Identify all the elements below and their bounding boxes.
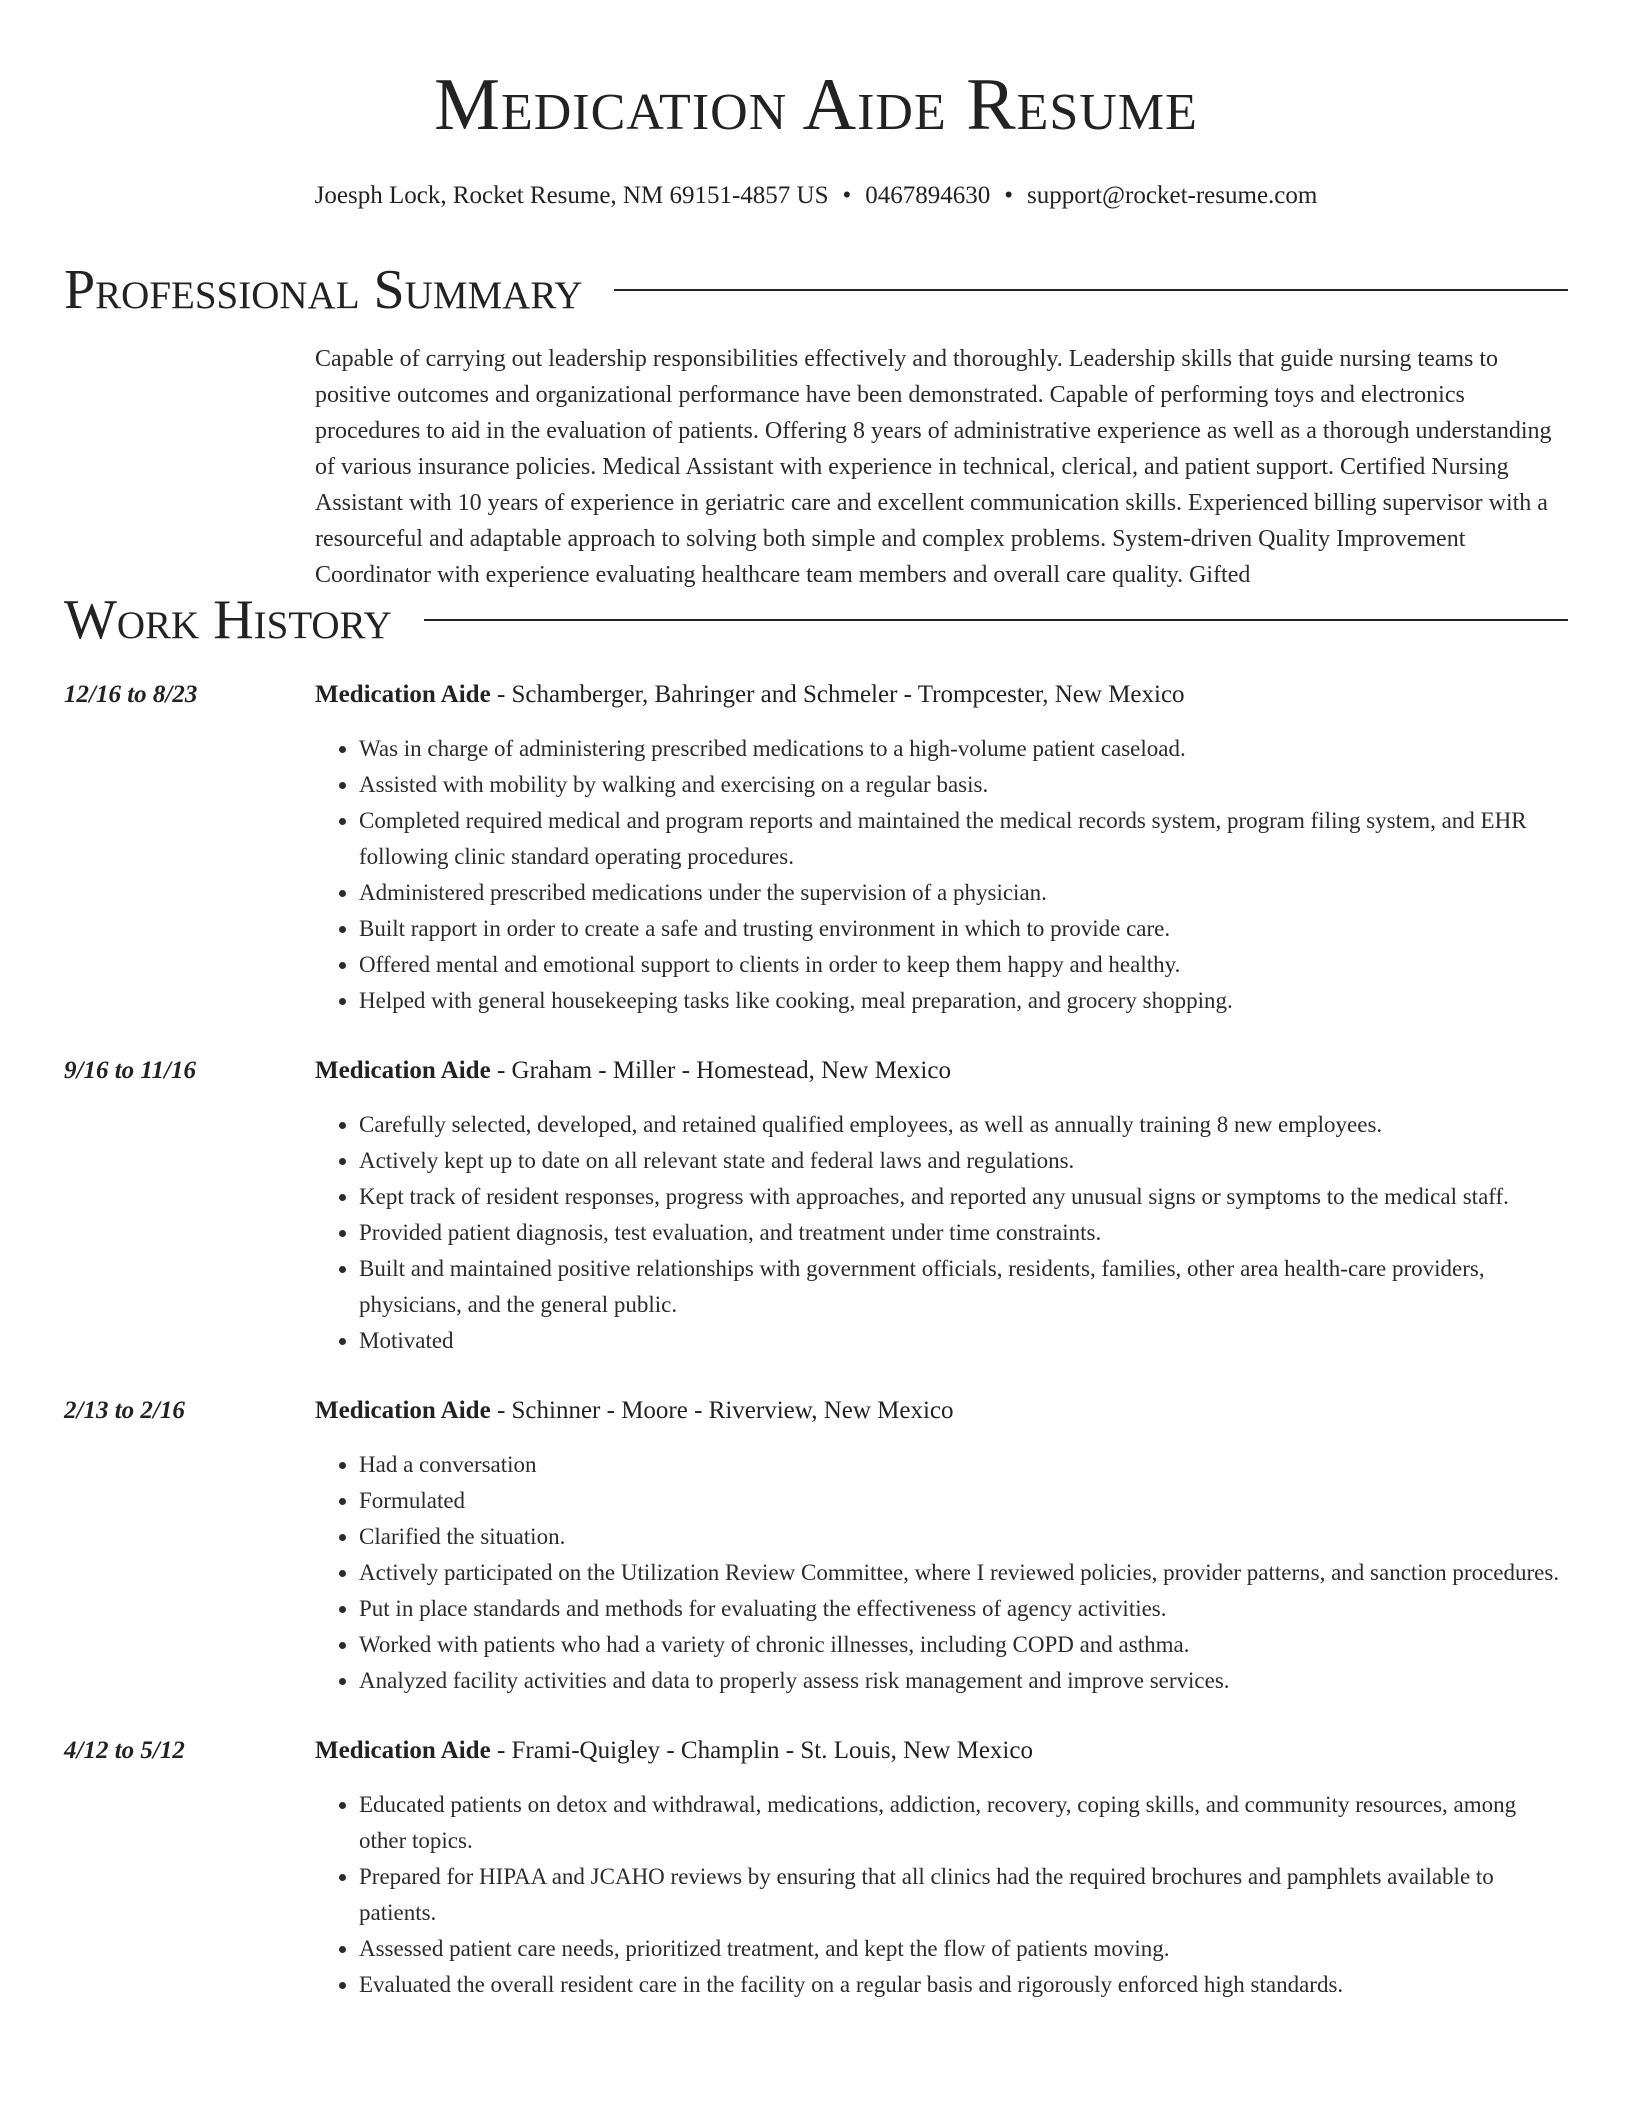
job-employer: - Frami-Quigley - Champlin - St. Louis, New Mexico — [490, 1737, 1033, 1764]
job-bullet: • Put in place standards and methods for evaluating the effectiveness of agency activities. — [359, 1591, 1568, 1627]
work-heading: Work History — [64, 589, 392, 651]
job-entry — [64, 1053, 1568, 1359]
job-list — [64, 677, 1568, 2003]
job-dates: 4/12 to 5/12 — [64, 1737, 185, 1764]
job-bullet: • Motivated — [359, 1323, 1568, 1359]
job-body — [315, 1053, 1568, 1359]
contact-address: Joesph Lock, Rocket Resume, NM 69151-4857 US — [314, 182, 829, 209]
job-bullets — [315, 731, 1568, 1019]
job-role: Medication Aide — [315, 1737, 491, 1764]
job-body — [315, 677, 1568, 1019]
job-body — [315, 1733, 1568, 2003]
job-employer: - Schinner - Moore - Riverview, New Mexico — [490, 1397, 954, 1424]
job-bullet: • Administered prescribed medications under the supervision of a physician. — [359, 875, 1568, 911]
job-entry — [64, 677, 1568, 1019]
job-title-line — [315, 677, 1568, 713]
job-entry — [64, 1733, 1568, 2003]
job-bullet: • Completed required medical and program reports and maintained the medical records system, program filing system, and EHR following clinic standard operating procedures. — [359, 803, 1568, 875]
job-bullets — [315, 1107, 1568, 1359]
job-bullet: • Offered mental and emotional support to clients in order to keep them happy and healthy. — [359, 947, 1568, 983]
job-bullets — [315, 1447, 1568, 1699]
section-divider — [424, 619, 1568, 621]
job-bullet: • Assessed patient care needs, prioritized treatment, and kept the flow of patients moving. — [359, 1931, 1568, 1967]
job-bullet: • Worked with patients who had a variety of chronic illnesses, including COPD and asthma. — [359, 1627, 1568, 1663]
job-bullet: • Kept track of resident responses, progress with approaches, and reported any unusual signs or symptoms to the medical staff. — [359, 1179, 1568, 1215]
contact-line — [64, 180, 1568, 212]
resume-title: Medication Aide Resume — [434, 64, 1198, 146]
job-role: Medication Aide — [315, 1397, 491, 1424]
job-bullet: • Educated patients on detox and withdrawal, medications, addiction, recovery, coping skills, and community resources, among other topics. — [359, 1787, 1568, 1859]
job-title-line — [315, 1733, 1568, 1769]
job-bullet: • Evaluated the overall resident care in the facility on a regular basis and rigorously enforced high standards. — [359, 1967, 1568, 2003]
job-bullet: • Helped with general housekeeping tasks like cooking, meal preparation, and grocery shopping. — [359, 983, 1568, 1019]
job-bullet: • Had a conversation — [359, 1447, 1568, 1483]
summary-text: Capable of carrying out leadership responsibilities effectively and thoroughly. Leadership skills that guide nursing teams to positive outcomes and organizational performance have been demonstrated. Capable of performing toys and electronics procedures to aid in the evaluation of patients. Offering 8 years of administrative experience as well as a thorough understanding of various insurance policies. Medical Assistant with experience in technical, clerical, and patient support. Certified Nursing Assistant with 10 years of experience in geriatric care and excellent communication skills. Experienced billing supervisor with a resourceful and adaptable approach to solving both simple and complex problems. System-driven Quality Improvement Coordinator with experience evaluating healthcare team members and overall care quality. Gifted — [315, 346, 1552, 588]
job-bullet: • Assisted with mobility by walking and exercising on a regular basis. — [359, 767, 1568, 803]
job-bullet: • Analyzed facility activities and data to properly assess risk management and improve services. — [359, 1663, 1568, 1699]
job-bullet: • Prepared for HIPAA and JCAHO reviews by ensuring that all clinics had the required brochures and pamphlets available to patients. — [359, 1859, 1568, 1931]
job-bullet: • Built rapport in order to create a safe and trusting environment in which to provide care. — [359, 911, 1568, 947]
job-title-line — [315, 1053, 1568, 1089]
job-bullet: • Carefully selected, developed, and retained qualified employees, as well as annually training 8 new employees. — [359, 1107, 1568, 1143]
work-section-header — [64, 587, 1568, 653]
summary-heading: Professional Summary — [64, 259, 583, 321]
contact-separator: • — [842, 182, 852, 209]
job-bullet: • Formulated — [359, 1483, 1568, 1519]
job-role: Medication Aide — [315, 1057, 491, 1084]
job-role: Medication Aide — [315, 681, 491, 708]
job-body — [315, 1393, 1568, 1699]
job-bullets — [315, 1787, 1568, 2003]
job-bullet: • Provided patient diagnosis, test evaluation, and treatment under time constraints. — [359, 1215, 1568, 1251]
summary-section-header — [64, 257, 1568, 323]
job-employer: - Graham - Miller - Homestead, New Mexico — [490, 1057, 951, 1084]
job-bullet: • Actively kept up to date on all relevant state and federal laws and regulations. — [359, 1143, 1568, 1179]
job-bullet: • Built and maintained positive relationships with government officials, residents, families, other area health-care providers, physicians, and the general public. — [359, 1251, 1568, 1323]
job-bullet: • Was in charge of administering prescribed medications to a high-volume patient caseload. — [359, 731, 1568, 767]
contact-email: support@rocket-resume.com — [1027, 182, 1318, 209]
job-dates: 9/16 to 11/16 — [64, 1057, 196, 1084]
contact-separator: • — [1004, 182, 1014, 209]
job-dates: 2/13 to 2/16 — [64, 1397, 185, 1424]
job-entry — [64, 1393, 1568, 1699]
job-dates: 12/16 to 8/23 — [64, 681, 198, 708]
job-bullet: • Actively participated on the Utilization Review Committee, where I reviewed policies, provider patterns, and sanction procedures. — [359, 1555, 1568, 1591]
job-employer: - Schamberger, Bahringer and Schmeler - Trompcester, New Mexico — [490, 681, 1185, 708]
contact-phone: 0467894630 — [865, 182, 991, 209]
job-bullet: • Clarified the situation. — [359, 1519, 1568, 1555]
job-title-line — [315, 1393, 1568, 1429]
section-divider — [614, 289, 1568, 291]
